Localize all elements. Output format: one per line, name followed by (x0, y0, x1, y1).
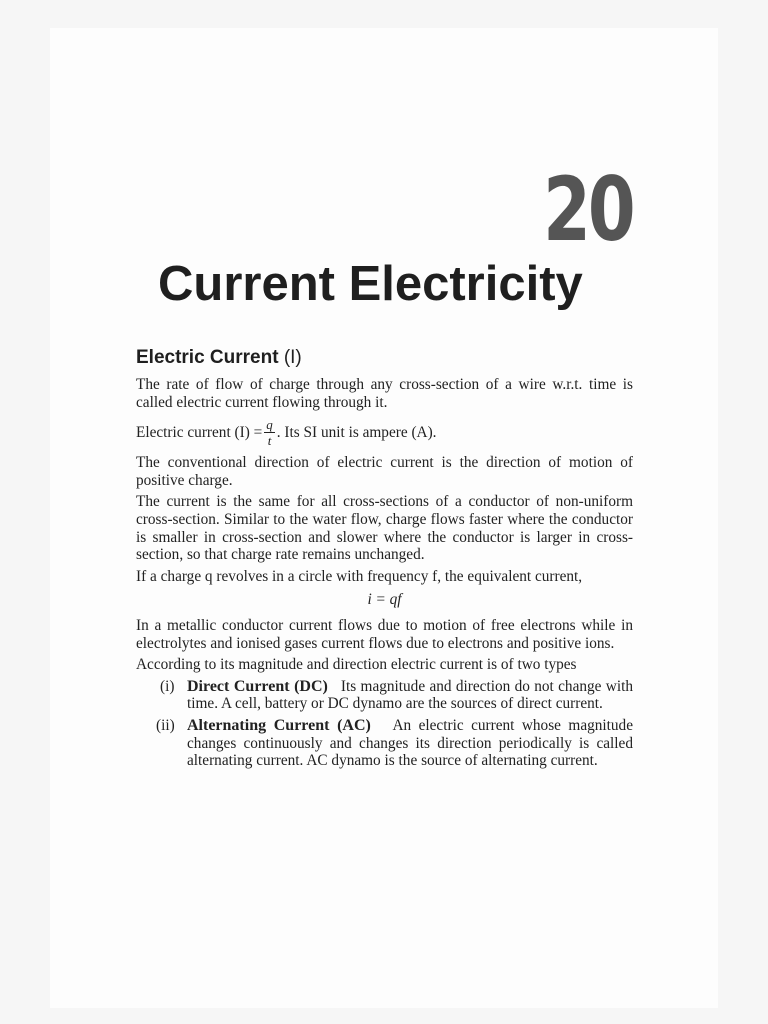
equation-current: i = qf (367, 591, 402, 609)
paragraph-direction: The conventional direction of electric current is the direction of motion of positive charge. (136, 454, 633, 489)
section-title: Electric Current (136, 347, 279, 368)
chapter-title: Current Electricity (158, 257, 583, 311)
description-direct-current: Its magnitude and direction do not change with time. A cell, battery or DC dynamo are the sources of direct current. (187, 677, 633, 713)
chapter-number: 20 (542, 158, 632, 261)
paragraph-conductors: In a metallic conductor current flows due to motion of free electrons while in electrolytes and ionised gases current flows due to electrons and positive ions. (136, 616, 633, 652)
formula-suffix: . Its SI unit is ampere (A). (276, 423, 437, 441)
paragraph-definition: The rate of flow of charge through any cross-section of a wire w.r.t. time is called electric current flowing through it. (136, 376, 633, 411)
formula-prefix: Electric current (I) = (136, 423, 263, 441)
term-alternating-current: Alternating Current (AC) (187, 716, 371, 734)
current-formula (136, 417, 633, 448)
section-heading (136, 346, 633, 370)
paragraph-types-intro: According to its magnitude and direction electric current is of two types (136, 656, 577, 674)
list-marker: (i) (160, 677, 175, 695)
term-direct-current: Direct Current (DC) (187, 677, 328, 695)
chapter-content (136, 346, 633, 774)
section-symbol: (I) (283, 347, 302, 368)
paragraph-cross-section: The current is the same for all cross-sections of a conductor of non-uniform cross-section. Similar to the water flow, charge flows faster where the conductor is smaller in cross-section and slower where the conductor is larger in cross-section, so that charge rate remains unchanged. (136, 493, 633, 564)
formula-fraction (264, 417, 275, 448)
list-marker: (ii) (156, 716, 175, 734)
paragraph-revolving-charge: If a charge q revolves in a circle with frequency f, the equivalent current, (136, 567, 583, 585)
formula-numerator: q (266, 417, 273, 433)
formula-denominator: t (267, 433, 272, 449)
list-item-direct-current (136, 678, 633, 713)
list-item-alternating-current (136, 717, 633, 770)
description-alternating-current: An electric current whose magnitude changes continuously and changes its direction periodically is called alternating current. AC dynamo is the source of alternating current. (187, 716, 633, 770)
